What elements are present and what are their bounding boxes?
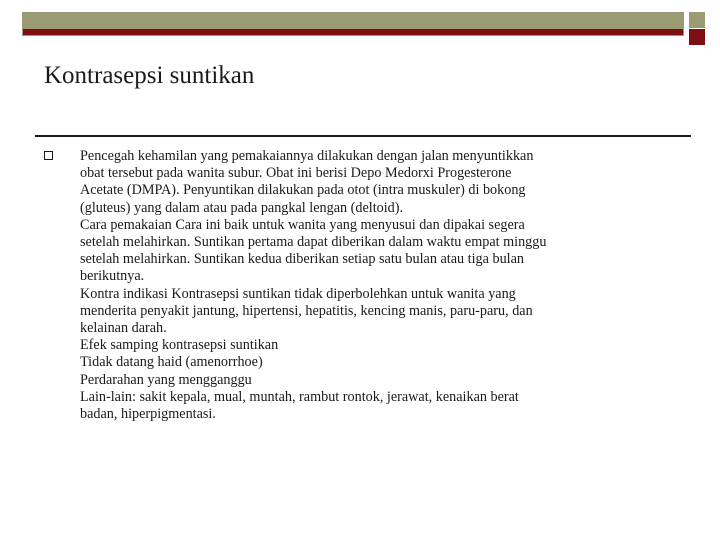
body-line: Pencegah kehamilan yang pemakaiannya dilakukan dengan jalan menyuntikkan [80, 148, 534, 164]
body-line: Lain-lain: sakit kepala, mual, muntah, rambut rontok, jerawat, kenaikan berat [80, 388, 519, 405]
body-line: Tidak datang haid (amenorrhoe) [80, 354, 263, 371]
slide-title: Kontrasepsi suntikan [44, 62, 255, 89]
body-line: Kontra indikasi Kontrasepsi suntikan tidak diperbolehkan untuk wanita yang [80, 285, 516, 302]
title-divider [35, 135, 691, 137]
body-line: Perdarahan yang mengganggu [80, 371, 252, 388]
header-decoration-band [22, 12, 684, 36]
header-olive-stripe [23, 13, 683, 30]
body-line: berikutnya. [80, 268, 145, 285]
body-line: Efek samping kontrasepsi suntikan [80, 337, 279, 354]
body-line: setelah melahirkan. Suntikan kedua diberikan setiap satu bulan atau tiga bulan [80, 251, 525, 268]
header-maroon-stripe [23, 29, 683, 35]
body-line: Acetate (DMPA). Penyuntikan dilakukan pada otot (intra muskuler) di bokong [80, 182, 526, 199]
body-line: kelainan darah. [80, 320, 167, 337]
corner-olive-square [689, 12, 705, 28]
body-line: badan, hiperpigmentasi. [80, 406, 216, 423]
slide-body-text [80, 148, 680, 423]
body-line: obat tersebut pada wanita subur. Obat ini berisi Depo Medorxi Progesterone [80, 165, 512, 182]
corner-maroon-square [689, 29, 705, 45]
body-line: (gluteus) yang dalam atau pada pangkal lengan (deltoid). [80, 199, 404, 216]
corner-decoration [687, 12, 707, 36]
body-line: Cara pemakaian Cara ini baik untuk wanita yang menyusui dan dipakai segera [80, 216, 525, 233]
body-line: menderita penyakit jantung, hipertensi, hepatitis, kencing manis, paru-paru, dan [80, 302, 533, 319]
square-bullet-icon [44, 151, 53, 160]
body-line: setelah melahirkan. Suntikan pertama dapat diberikan dalam waktu empat minggu [80, 234, 547, 251]
